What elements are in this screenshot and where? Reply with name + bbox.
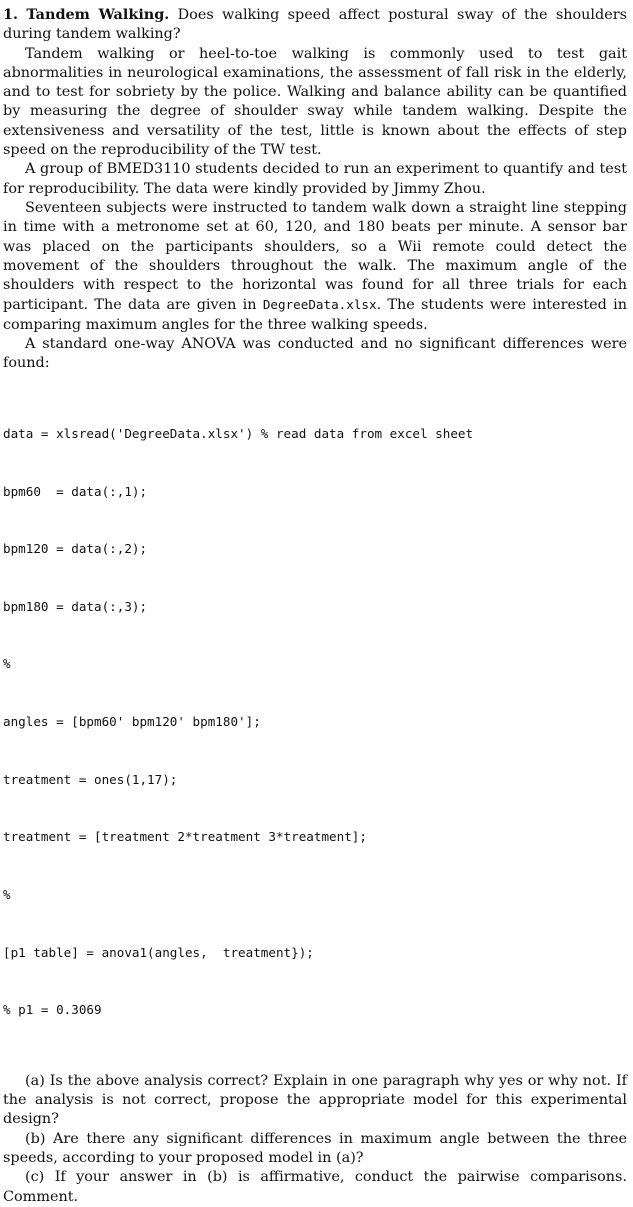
code-line: bpm180 = data(:,3); — [3, 598, 148, 614]
question-b: (b) Are there any significant differences in maximum angle between the three speeds, according to your proposed model in (a)? — [3, 1130, 627, 1166]
code-line: [p1 table] = anova1(angles, treatment}); — [3, 944, 314, 960]
code-line: bpm60 = data(:,1); — [3, 483, 148, 499]
problem-number: 1. — [3, 6, 19, 23]
paragraph-anova: A standard one-way ANOVA was conducted and no significant differences were found: — [3, 336, 627, 372]
code-line: % — [3, 656, 11, 672]
code-line: data = xlsread('DegreeData.xlsx') % read data from excel sheet — [3, 426, 474, 442]
method-text-after: . The students were interested in comparing maximum angles for the three walking speeds. — [3, 297, 627, 333]
problem-heading — [3, 5, 627, 45]
paragraph-background: Tandem walking or heel-to-toe walking is commonly used to test gait abnormalities in neurological examinations, the assessment of fall risk in the elderly, and to test for sobriety by the police. Walking and balance ability can be quantified by measuring the degree of shoulder sway while tandem walking. Despite the extensiveness and versatility of the test, little is known about the effects of step speed on the reproducibility of the TW test. — [3, 45, 627, 159]
code-line: % p1 = 0.3069 — [3, 1002, 102, 1018]
data-file-name: DegreeData.xlsx — [262, 297, 377, 313]
problem-title: Tandem Walking. — [26, 6, 170, 23]
method-text-before: Seventeen subjects were instructed to tandem walk down a straight line stepping in time with a metronome set at 60, 120, and 180 beats per minute. A sensor bar was placed on the participants shoulders, so a Wii remote could detect the movement of the shoulders throughout the walk. The maximum angle of the shoulders with respect to the horizontal was found for all three trials for each participant. The data are given in — [3, 199, 627, 314]
paragraph-group: A group of BMED3110 students decided to run an experiment to quantify and test for reproducibility. The data were kindly provided by Jimmy Zhou. — [3, 161, 627, 197]
matlab-code-block — [3, 386, 627, 1058]
code-line: treatment = ones(1,17); — [3, 771, 178, 787]
code-line: % — [3, 886, 11, 902]
question-a: (a) Is the above analysis correct? Explain in one paragraph why yes or why not. If the analysis is not correct, propose the appropriate model for this experimental design? — [3, 1072, 627, 1128]
paragraph-method — [3, 199, 627, 335]
code-line: angles = [bpm60' bpm120' bpm180']; — [3, 714, 261, 730]
code-line: bpm120 = data(:,2); — [3, 541, 148, 557]
document-page — [3, 5, 627, 1207]
problem-question: Does walking speed affect postural sway of the shoulders during tandem walking? — [3, 7, 628, 43]
question-c: (c) If your answer in (b) is affirmative, conduct the pairwise comparisons. Comment. — [3, 1169, 627, 1205]
code-line: treatment = [treatment 2*treatment 3*treatment]; — [3, 829, 367, 845]
